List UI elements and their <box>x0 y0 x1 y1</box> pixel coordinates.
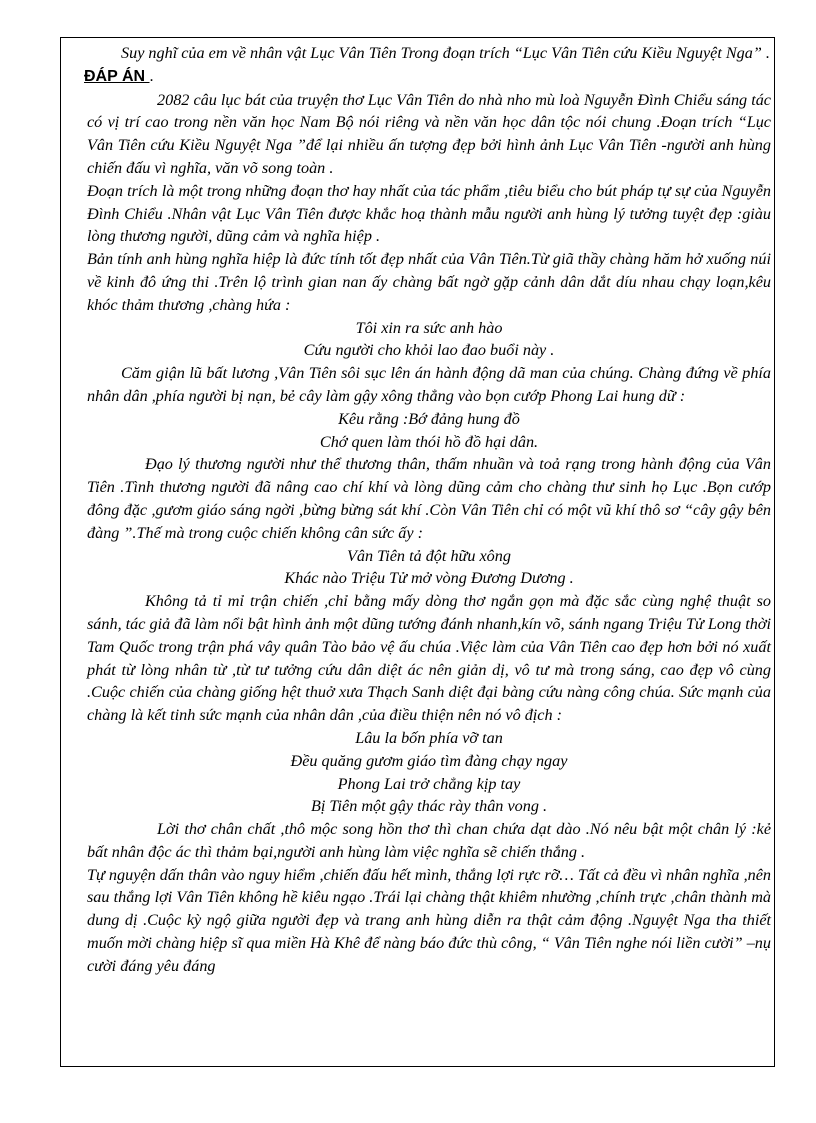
document-content <box>84 42 771 978</box>
verse-line: Kêu rằng :Bớ đảng hung đồ <box>338 409 520 428</box>
question-text: Suy nghĩ của em về nhân vật Lục Vân Tiên Trong đoạn trích “Lục Vân Tiên cứu Kiều Nguyệt Nga” . <box>121 44 770 62</box>
verse-line: Tôi xin ra sức anh hào <box>355 318 503 337</box>
answer-label: ĐÁP ÁN <box>84 67 150 85</box>
paragraph-5: Đạo lý thương người như thể thương thân, thấm nhuần và toả rạng trong hành động của Vân Tiên .Tình thương người đã nâng cao chí khí và lòng dũng cảm cho chàng thư sinh họ Lục .Bọn cướp đông đặc ,gươm giáo sáng ngời ,bừng bừng sát khí .Còn Vân Tiên chỉ có một vũ khí thô sơ “cây gậy bên đàng ”.Thế mà trong cuộc chiến không cân sức ấy : <box>87 455 771 542</box>
verse-line: Bị Tiên một gậy thác rày thân vong . <box>310 797 548 816</box>
paragraph-6: Không tả tỉ mỉ trận chiến ,chỉ bằng mấy dòng thơ ngắn gọn mà đặc sắc cùng nghệ thuật so sánh, tác giả đã làm nổi bật hình ảnh một dũng tướng đánh nhanh,kín võ, sánh ngang Triệu Tử Long thời Tam Quốc trong trận phá vây quân Tào bảo vệ ấu chúa .Việc làm của Vân Tiên cao đẹp hơn bởi nó xuất phát từ lòng nhân từ ,từ tư tưởng cứu dân diệt ác nên giản dị, vô tư mà trong sáng, cao đẹp vô cùng .Cuộc chiến của chàng giống hệt thuở xưa Thạch Sanh diệt đại bàng cứu nàng công chúa. Sức mạnh của chàng là kết tinh sức mạnh của nhân dân ,của điều thiện nên nó vô địch : <box>87 592 771 725</box>
verse-line: Lâu la bốn phía vỡ tan <box>355 728 503 747</box>
paragraph-8: Tự nguyện dấn thân vào nguy hiểm ,chiến đấu hết mình, thắng lợi rực rỡ… Tất cả đều vì nhân nghĩa ,nên sau thắng lợi Vân Tiên không hề kiêu ngạo .Trái lại chàng thật khiêm nhường ,chính trực ,chân thành mà dung dị .Cuộc kỳ ngộ giữa người đẹp và trang anh hùng diễn ra thật cảm động .Nguyệt Nga tha thiết muốn mời chàng hiệp sĩ qua miền Hà Khê để nàng báo đức thù công, “ Vân Tiên nghe nói liền cười” –nụ cười đáng yêu đáng <box>87 865 771 975</box>
paragraph-intro: 2082 câu lục bát của truyện thơ Lục Vân Tiên do nhà nho mù loà Nguyễn Đình Chiểu sáng tác có vị trí cao trong nền văn học Nam Bộ nói riêng và nền văn học dân tộc nói chung .Đoạn trích “Lục Vân Tiên cứu Kiều Nguyệt Nga ”để lại nhiều ấn tượng đẹp bởi hình ảnh Lục Vân Tiên -người anh hùng chiến đấu vì nghĩa, văn võ song toàn . <box>87 90 771 177</box>
paragraph-3: Bản tính anh hùng nghĩa hiệp là đức tính tốt đẹp nhất của Vân Tiên.Từ giã thầy chàng hăm hở xuống núi về kinh đô ứng thi .Trên lộ trình gian nan ấy chàng bất ngờ gặp cảnh dân dắt díu nhau chạy loạn,kêu khóc thảm thương ,chàng hứa : <box>87 250 771 314</box>
answer-label-dot: . <box>149 66 154 85</box>
paragraph-4: Căm giận lũ bất lương ,Vân Tiên sôi sục lên án hành động dã man của chúng. Chàng đứng về phía nhân dân ,phía người bị nạn, bẻ cây làm gậy xông thẳng vào bọn cướp Phong Lai hung dữ : <box>87 364 771 405</box>
verse-line: Vân Tiên tả đột hữu xông <box>347 546 511 565</box>
paragraph-2: Đoạn trích là một trong những đoạn thơ hay nhất của tác phẩm ,tiêu biểu cho bút pháp tự sự của Nguyễn Đình Chiểu .Nhân vật Lục Vân Tiên được khắc hoạ thành mẫu người anh hùng lý tưởng tuyệt đẹp :giàu lòng thương người, dũng cảm và nghĩa hiệp . <box>87 181 771 246</box>
verse-line: Cứu người cho khỏi lao đao buổi này . <box>303 341 555 360</box>
verse-line: Khác nào Triệu Tử mở vòng Đương Dương . <box>284 569 574 588</box>
verse-line: Phong Lai trở chẳng kịp tay <box>337 774 521 793</box>
document-page <box>60 37 775 1067</box>
verse-line: Chớ quen làm thói hồ đồ hại dân. <box>319 432 539 451</box>
verse-line: Đều quăng gươm giáo tìm đàng chạy ngay <box>290 751 568 770</box>
paragraph-7: Lời thơ chân chất ,thô mộc song hồn thơ thì chan chứa dạt dào .Nó nêu bật một chân lý :kẻ bất nhân độc ác thì thảm bại,người anh hùng làm việc nghĩa sẽ chiến thắng . <box>87 820 771 861</box>
answer-heading <box>84 65 771 89</box>
